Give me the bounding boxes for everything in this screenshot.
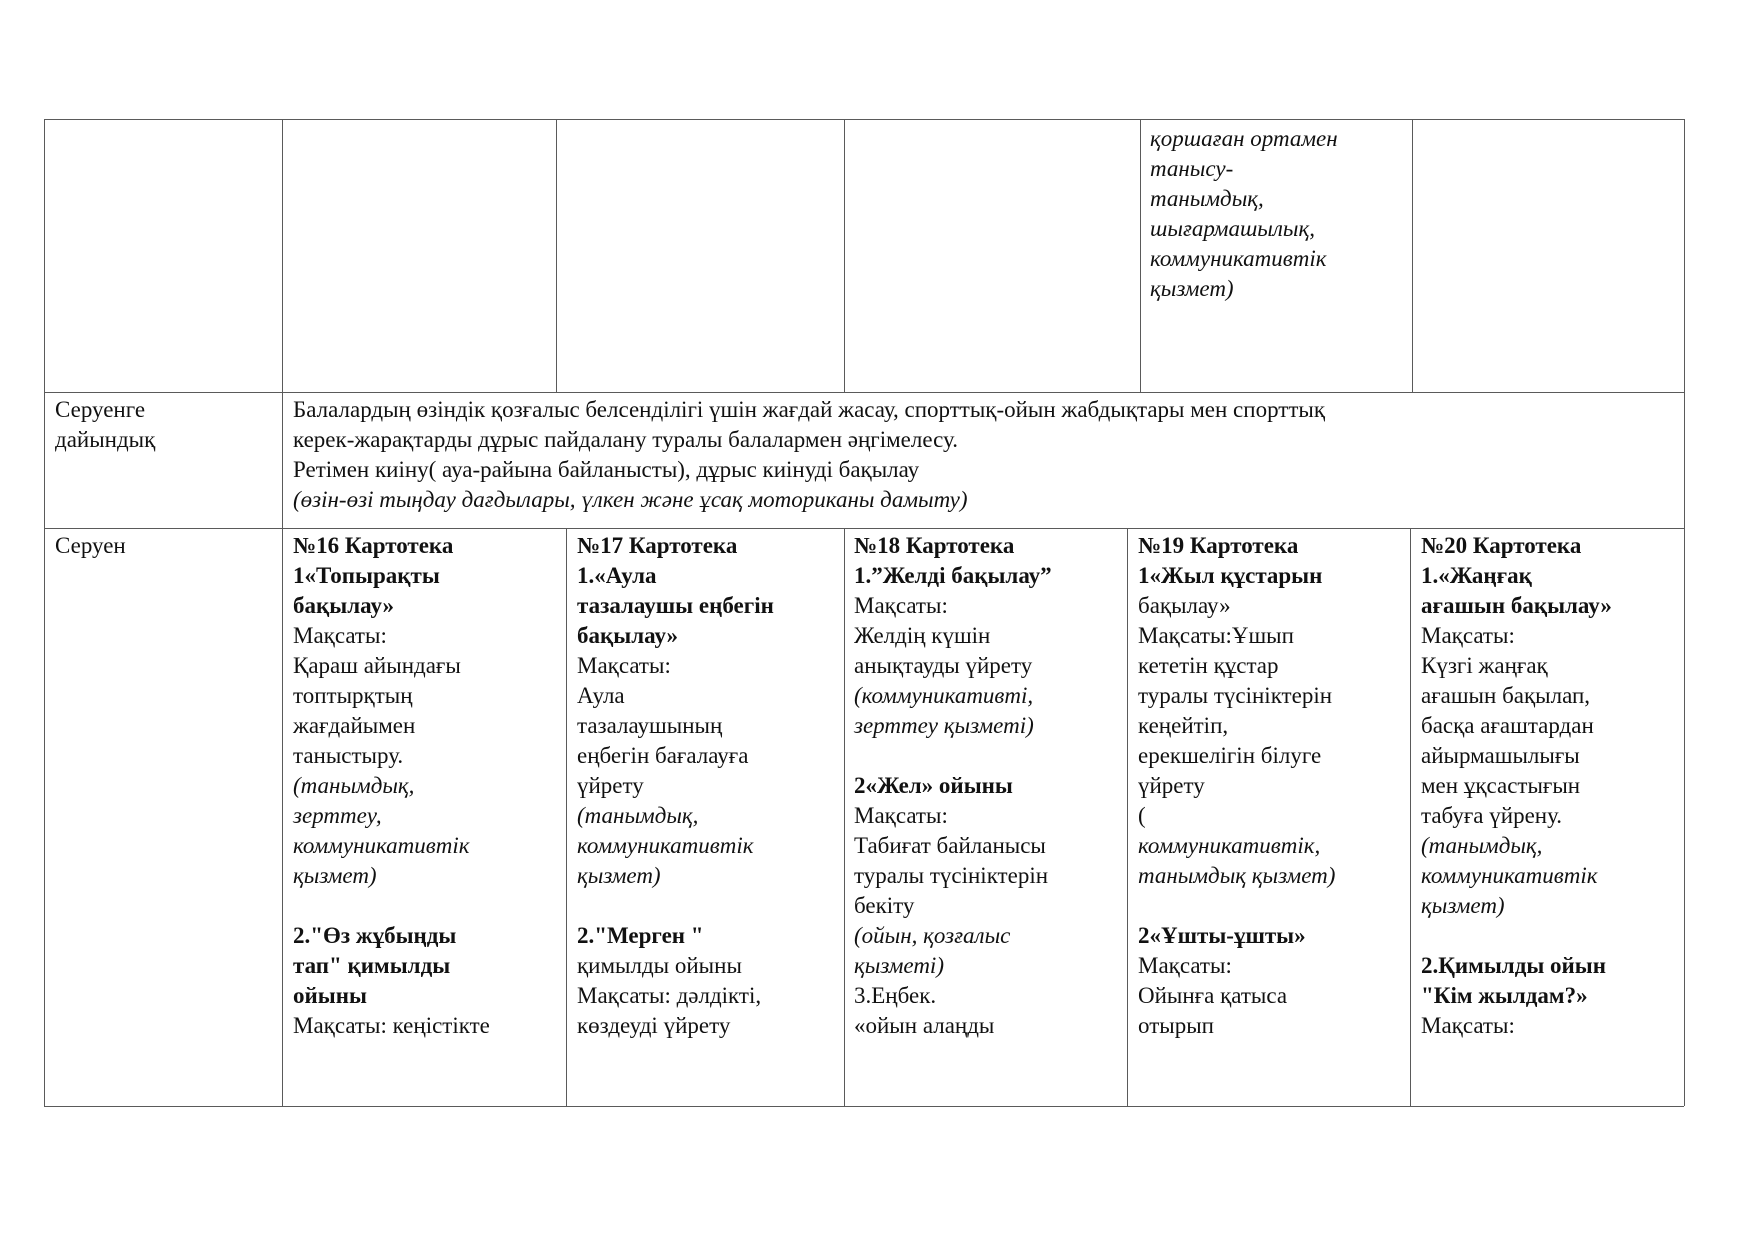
- text-line: (коммуникативті,: [854, 683, 1034, 708]
- walk-day-column: [293, 531, 490, 1041]
- text-line: туралы түсініктерін: [854, 863, 1049, 888]
- text-line: 1«Жыл құстарын: [1138, 563, 1323, 588]
- text-line: топтырқтың: [293, 683, 413, 708]
- text-line: 1.”Желді бақылау”: [854, 563, 1052, 588]
- note-line: коммуникативтік: [1150, 246, 1327, 271]
- text-line: (танымдық,: [1421, 833, 1543, 858]
- text-line: Мақсаты:: [854, 593, 948, 618]
- text-line: 2."Мерген ": [577, 923, 704, 948]
- text-line: қызмет): [293, 863, 377, 888]
- label-column-divider: [282, 119, 283, 1106]
- text-line: (танымдық,: [293, 773, 415, 798]
- text-line: 2.Қимылды ойын: [1421, 953, 1607, 978]
- text-line: коммуникативтік: [1421, 863, 1598, 888]
- text-line: 2«Жел» ойыны: [854, 773, 1013, 798]
- table-border-top: [44, 119, 1684, 120]
- text-line: ерекшелігін білуге: [1138, 743, 1322, 768]
- text-line: қызметі): [854, 953, 944, 978]
- text-line: №16 Картотека: [293, 533, 454, 558]
- table-border-left: [44, 119, 45, 1106]
- row1-divider: [556, 119, 557, 392]
- text-line: үйрету: [577, 773, 644, 798]
- text-line: Мақсаты:: [854, 803, 948, 828]
- row3-divider: [566, 528, 567, 1106]
- table-border-bottom: [44, 1106, 1684, 1107]
- text-line: бақылау»: [1138, 593, 1231, 618]
- text-line: коммуникативтік,: [1138, 833, 1321, 858]
- walk-label: [55, 531, 126, 561]
- spacer: [1421, 921, 1612, 951]
- text-line: (ойын, қозғалыс: [854, 923, 1011, 948]
- walk-day-column: [854, 531, 1052, 1041]
- text-line: Желдің күшін: [854, 623, 991, 648]
- text-line: коммуникативтік: [293, 833, 470, 858]
- note-line: танысу-: [1150, 156, 1234, 181]
- text-line: (танымдық,: [577, 803, 699, 828]
- text-line: Аула: [577, 683, 625, 708]
- text-line: басқа ағаштардан: [1421, 713, 1594, 738]
- text-line: Мақсаты:: [1138, 953, 1232, 978]
- text-line: Күзгі жаңғақ: [1421, 653, 1548, 678]
- text-line: №19 Картотека: [1138, 533, 1299, 558]
- text-line: Қараш айындағы: [293, 653, 461, 678]
- text-line: Мақсаты:Ұшып: [1138, 623, 1294, 648]
- text-line: 2«Ұшты-ұшты»: [1138, 923, 1306, 948]
- text-line: 1.«Аула: [577, 563, 657, 588]
- text-line: тазалаушы еңбегін: [577, 593, 774, 618]
- text-line: бақылау»: [293, 593, 395, 618]
- text-line: бақылау»: [577, 623, 679, 648]
- text-line: Балалардың өзіндік қозғалыс белсенділігі үшін жағдай жасау, спорттық-ойын жабдықтары мен спорттық: [293, 397, 1326, 422]
- text-line: ойыны: [293, 983, 367, 1008]
- text-line: жағдайымен: [293, 713, 416, 738]
- table-border-right: [1684, 119, 1685, 1106]
- text-line: кететін құстар: [1138, 653, 1279, 678]
- table-border-row1-bottom: [44, 392, 1684, 393]
- row1-activity-note: [1150, 124, 1338, 304]
- text-line: №18 Картотека: [854, 533, 1015, 558]
- text-line: 3.Еңбек.: [854, 983, 937, 1008]
- text-line: бекіту: [854, 893, 915, 918]
- text-line: үйрету: [1138, 773, 1205, 798]
- text-line: "Кім жылдам?»: [1421, 983, 1588, 1008]
- text-line: айырмашылығы: [1421, 743, 1580, 768]
- text-line: Мақсаты:: [577, 653, 671, 678]
- text-line: №20 Картотека: [1421, 533, 1582, 558]
- text-line: 2."Өз жұбыңды: [293, 923, 457, 948]
- text-line: Ойынға қатыса: [1138, 983, 1288, 1008]
- text-line: 1«Топырақты: [293, 563, 440, 588]
- text-line: Табиғат байланысы: [854, 833, 1046, 858]
- text-line: анықтауды үйрету: [854, 653, 1033, 678]
- text-line: Мақсаты: дәлдікті,: [577, 983, 762, 1008]
- text-line: мен ұқсастығын: [1421, 773, 1581, 798]
- table-border-row2-bottom: [44, 528, 1684, 529]
- row1-divider: [1140, 119, 1141, 392]
- text-line: зерттеу қызметі): [854, 713, 1034, 738]
- text-line: отырып: [1138, 1013, 1214, 1038]
- text-line: көздеуді үйрету: [577, 1013, 731, 1038]
- text-line: зерттеу,: [293, 803, 382, 828]
- row3-divider: [1127, 528, 1128, 1106]
- text-line: ағашын бақылап,: [1421, 683, 1591, 708]
- text-line: табуға үйрену.: [1421, 803, 1563, 828]
- text-line-italic: (өзін-өзі тыңдау дағдылары, үлкен және ұсақ моториканы дамыту): [293, 487, 968, 512]
- text-line: Мақсаты:: [1421, 623, 1515, 648]
- text-line: «ойын алаңды: [854, 1013, 995, 1038]
- spacer: [293, 891, 490, 921]
- spacer: [1138, 891, 1335, 921]
- label-line: Серуен: [55, 533, 126, 558]
- row1-divider: [844, 119, 845, 392]
- text-line: қызмет): [1421, 893, 1505, 918]
- text-line: керек-жарақтарды дұрыс пайдалану туралы балалармен әңгімелесу.: [293, 427, 958, 452]
- walk-day-column: [577, 531, 774, 1041]
- text-line: қимылды ойыны: [577, 953, 742, 978]
- text-line: (: [1138, 803, 1146, 828]
- spacer: [854, 741, 1052, 771]
- text-line: Мақсаты: кеңістікте: [293, 1013, 490, 1038]
- text-line: коммуникативтік: [577, 833, 754, 858]
- label-line: дайындық: [55, 427, 156, 452]
- text-line: таныстыру.: [293, 743, 404, 768]
- note-line: танымдық,: [1150, 186, 1264, 211]
- text-line: 1.«Жаңғақ: [1421, 563, 1532, 588]
- walk-day-column: [1138, 531, 1335, 1041]
- note-line: қызмет): [1150, 276, 1234, 301]
- text-line: тазалаушының: [577, 713, 723, 738]
- walk-preparation-label: [55, 395, 155, 455]
- text-line: №17 Картотека: [577, 533, 738, 558]
- text-line: ағашын бақылау»: [1421, 593, 1612, 618]
- text-line: тап" қимылды: [293, 953, 451, 978]
- row1-divider: [1412, 119, 1413, 392]
- spacer: [577, 891, 774, 921]
- text-line: еңбегін бағалауға: [577, 743, 749, 768]
- text-line: танымдық қызмет): [1138, 863, 1336, 888]
- text-line: кеңейтіп,: [1138, 713, 1229, 738]
- row3-divider: [1410, 528, 1411, 1106]
- text-line: Ретімен киіну( ауа-райына байланысты), дұрыс киінуді бақылау: [293, 457, 920, 482]
- row3-divider: [844, 528, 845, 1106]
- text-line: туралы түсініктерін: [1138, 683, 1333, 708]
- text-line: Мақсаты:: [293, 623, 387, 648]
- text-line: Мақсаты:: [1421, 1013, 1515, 1038]
- note-line: шығармашылық,: [1150, 216, 1315, 241]
- walk-day-column: [1421, 531, 1612, 1041]
- note-line: қоршаған ортамен: [1150, 126, 1338, 151]
- text-line: қызмет): [577, 863, 661, 888]
- walk-preparation-text: [293, 395, 1325, 515]
- label-line: Серуенге: [55, 397, 146, 422]
